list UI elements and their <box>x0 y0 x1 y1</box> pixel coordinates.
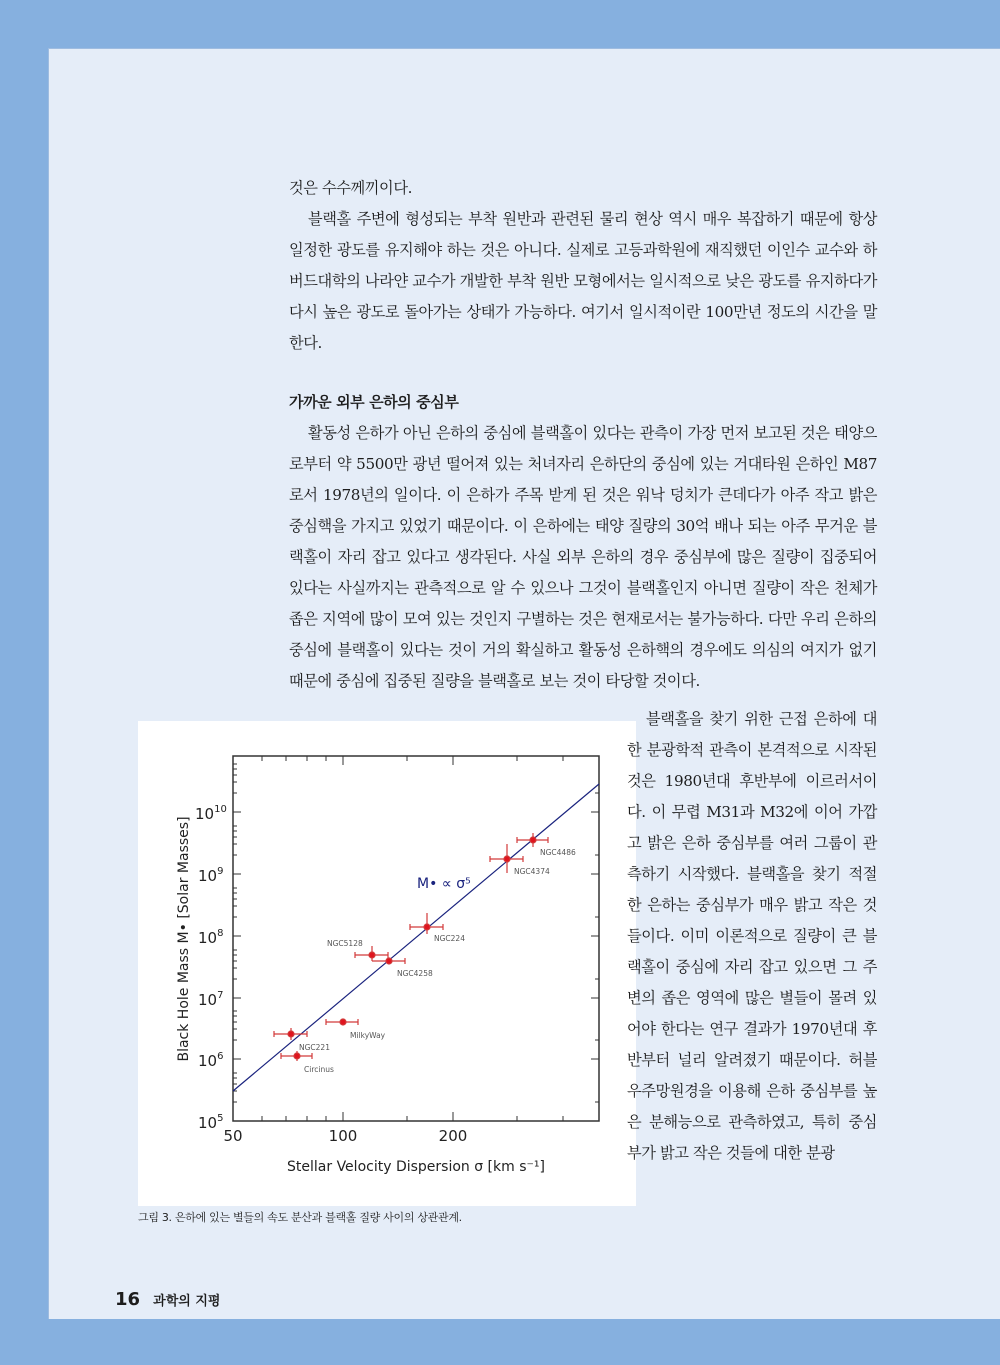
point-label: NGC224 <box>434 934 465 943</box>
svg-text:107: $10^7$ <box>198 990 224 1009</box>
svg-text:105: $10^5$ <box>198 1113 224 1132</box>
x-axis-title: Stellar Velocity Dispersion σ [km s⁻¹] <box>287 1159 545 1175</box>
point-label: MilkyWay <box>350 1031 386 1040</box>
page <box>48 48 1000 1319</box>
svg-text:200: 200 <box>438 1127 468 1145</box>
svg-text:50: 50 <box>223 1127 243 1145</box>
page-number: 16 <box>115 1289 141 1310</box>
point-label: NGC5128 <box>327 939 363 948</box>
svg-text:1010: $10^{10}$ <box>195 804 227 823</box>
point-label: NGC4486 <box>540 848 576 857</box>
figure-caption: 그림 3. 은하에 있는 별들의 속도 분산과 블랙홀 질량 사이의 상관관계. <box>138 1211 462 1224</box>
svg-text:109: $10^9$ <box>198 866 224 885</box>
svg-text:106: $10^6$ <box>198 1051 224 1070</box>
paragraph: 블랙홀을 찾기 위한 근접 은하에 대한 분광학적 관측이 본격적으로 시작된 것은 1980년대 후반부에 이르러서이다. 이 무렵 M31과 M32에 이어 가깝고 밝은 은하 중심부를 여러 그룹이 관측하기 시작했다. 블랙홀을 찾기 적절한 은하는 중심부가 매우 밝고 작은 것들이다. 이미 이론적으로 질량이 큰 블랙홀이 중심에 자리 잡고 있으면 그 주변의 좁은 영역에 많은 별들이 몰려 있어야 한다는 연구 결과가 1970년대 후반부터 널리 알려졌기 때문이다. 허블 우주망원경을 이용해 은하 중심부를 높은 분해능으로 관측하였고, 특히 중심부가 밝고 작은 것들에 대한 분광 <box>627 710 877 1162</box>
figure-chart <box>138 721 636 1206</box>
y-axis-title: Black Hole Mass M• [Solar Masses] <box>176 816 192 1062</box>
page-footer <box>115 1289 220 1310</box>
section-heading: 가까운 외부 은하의 중심부 <box>289 393 459 411</box>
paragraph: 블랙홀 주변에 형성되는 부착 원반과 관련된 물리 현상 역시 매우 복잡하기 때문에 항상 일정한 광도를 유지해야 하는 것은 아니다. 실제로 고등과학원에 재직했던 이인수 교수와 하버드대학의 나라얀 교수가 개발한 부착 원반 모형에서는 일시적으로 낮은 광도를 유지하다가 다시 높은 광도로 돌아가는 상태가 가능하다. 여기서 일시적이란 100만년 정도의 시간을 말한다. <box>289 210 877 352</box>
point-label: NGC4258 <box>397 969 433 978</box>
side-column <box>627 704 877 1169</box>
main-column <box>289 173 877 697</box>
point-label: NGC221 <box>299 1043 330 1052</box>
paragraph: 것은 수수께끼이다. <box>289 179 413 197</box>
relation-label: M• ∝ σ⁵ <box>417 876 471 892</box>
point-label: Circinus <box>304 1065 334 1074</box>
magazine-title: 과학의 지평 <box>153 1294 221 1309</box>
point-label: NGC4374 <box>514 867 550 876</box>
svg-text:108: $10^8$ <box>198 928 224 947</box>
paragraph: 활동성 은하가 아닌 은하의 중심에 블랙홀이 있다는 관측이 가장 먼저 보고된 것은 태양으로부터 약 5500만 광년 떨어져 있는 처녀자리 은하단의 중심에 있는 거대타원 은하인 M87로서 1978년의 일이다. 이 은하가 주목 받게 된 것은 워낙 덩치가 큰데다가 아주 작고 밝은 중심핵을 가지고 있었기 때문이다. 이 은하에는 태양 질량의 30억 배나 되는 아주 무거운 블랙홀이 자리 잡고 있다고 생각된다. 사실 외부 은하의 경우 중심부에 많은 질량이 집중되어 있다는 사실까지는 관측적으로 알 수 있으나 그것이 블랙홀인지 아니면 질량이 작은 천체가 좁은 지역에 많이 모여 있는 것인지 구별하는 것은 현재로서는 불가능하다. 다만 우리 은하의 중심에 블랙홀이 있다는 것이 거의 확실하고 활동성 은하핵의 경우에도 의심의 여지가 없기 때문에 중심에 집중된 질량을 블랙홀로 보는 것이 타당할 것이다. <box>289 424 877 690</box>
msigma-chart <box>138 721 636 1206</box>
svg-text:100: 100 <box>328 1127 358 1145</box>
